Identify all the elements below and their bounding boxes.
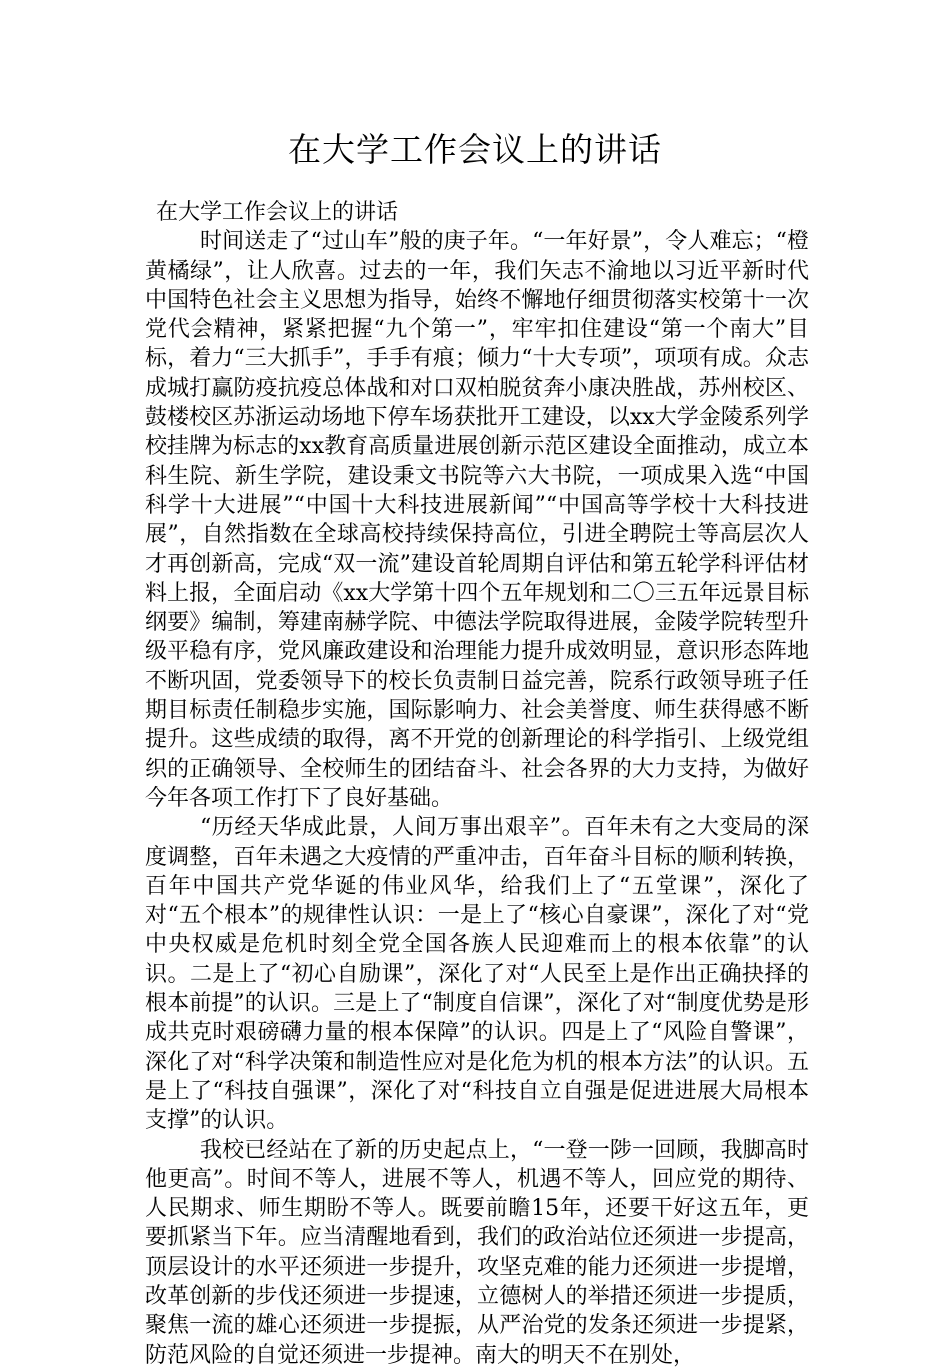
paragraph: 时间送走了“过山车”般的庚子年。“一年好景”，令人难忘；“橙黄橘绿”，让人欣喜。过去的一年，我们矢志不渝地以习近平新时代中国特色社会主义思想为指导，始终不懈地仔细贯彻落实校第十一次党代会精神，紧紧把握“九个第一”，牢牢扣住建设“第一个南大”目标，着力“三大抓手”，手手有痕；倾力“十大专项”，项项有成。众志成城打赢防疫抗疫总体战和对口双柏脱贫奔小康决胜战，苏州校区、鼓楼校区苏浙运动场地下停车场获批开工建设，以xx大学金陵系列学校挂牌为标志的xx教育高质量进展创新示范区建设全面推动，成立本科生院、新生学院，建设秉文书院等六大书院，一项成果入选“中国科学十大进展”“中国十大科技进展新闻”“中国高等学校十大科技进展”，自然指数在全球高校持续保持高位，引进全聘院士等高层次人才再创新高，完成“双一流”建设首轮周期自评估和第五轮学科评估材料上报，全面启动《xx大学第十四个五年规划和二〇三五年远景目标纲要》编制，筹建南赫学院、中德法学院取得进展，金陵学院转型升级平稳有序，党风廉政建设和治理能力提升成效明显，意识形态阵地不断巩固，党委领导下的校长负责制日益完善，院系行政领导班子任期目标责任制稳步实施，国际影响力、社会美誉度、师生获得感不断提升。这些成绩的取得，离不开党的创新理论的科学指引、上级党组织的正确领导、全校师生的团结奋斗、社会各界的大力支持，为做好今年各项工作打下了良好基础。	[145, 229, 809, 811]
document-title: 在大学工作会议上的讲话	[288, 130, 662, 169]
document-body	[145, 198, 809, 1370]
paragraph: “历经天华成此景，人间万事出艰辛”。百年未有之大变局的深度调整，百年未遇之大疫情的严重冲击，百年奋斗目标的顺利转换，百年中国共产党华诞的伟业风华，给我们上了“五堂课”，深化了对“五个根本”的规律性认识：一是上了“核心自豪课”，深化了对“党中央权威是危机时刻全党全国各族人民迎难而上的根本依靠”的认识。二是上了“初心自励课”，深化了对“人民至上是作出正确抉择的根本前提”的认识。三是上了“制度自信课”，深化了对“制度优势是形成共克时艰磅礴力量的根本保障”的认识。四是上了“风险自警课”，深化了对“科学决策和制造性应对是化危为机的根本方法”的认识。五是上了“科技自强课”，深化了对“科技自立自强是促进进展大局根本支撑”的认识。	[145, 815, 809, 1134]
document-subtitle: 在大学工作会议上的讲话	[156, 200, 399, 225]
paragraph: 我校已经站在了新的历史起点上，“一登一陟一回顾，我脚高时他更高”。时间不等人，进展不等人，机遇不等人，回应党的期待、人民期求、师生期盼不等人。既要前瞻15年，还要干好这五年，更要抓紧当下年。应当清醒地看到，我们的政治站位还须进一步提高，顶层设计的水平还须进一步提升，攻坚克难的能力还须进一步提增，改革创新的步伐还须进一步提速，立德树人的举措还须进一步提质，聚焦一流的雄心还须进一步提振，从严治党的发条还须进一步提紧，防范风险的自觉还须进一步提神。南大的明天不在别处，	[145, 1137, 809, 1368]
